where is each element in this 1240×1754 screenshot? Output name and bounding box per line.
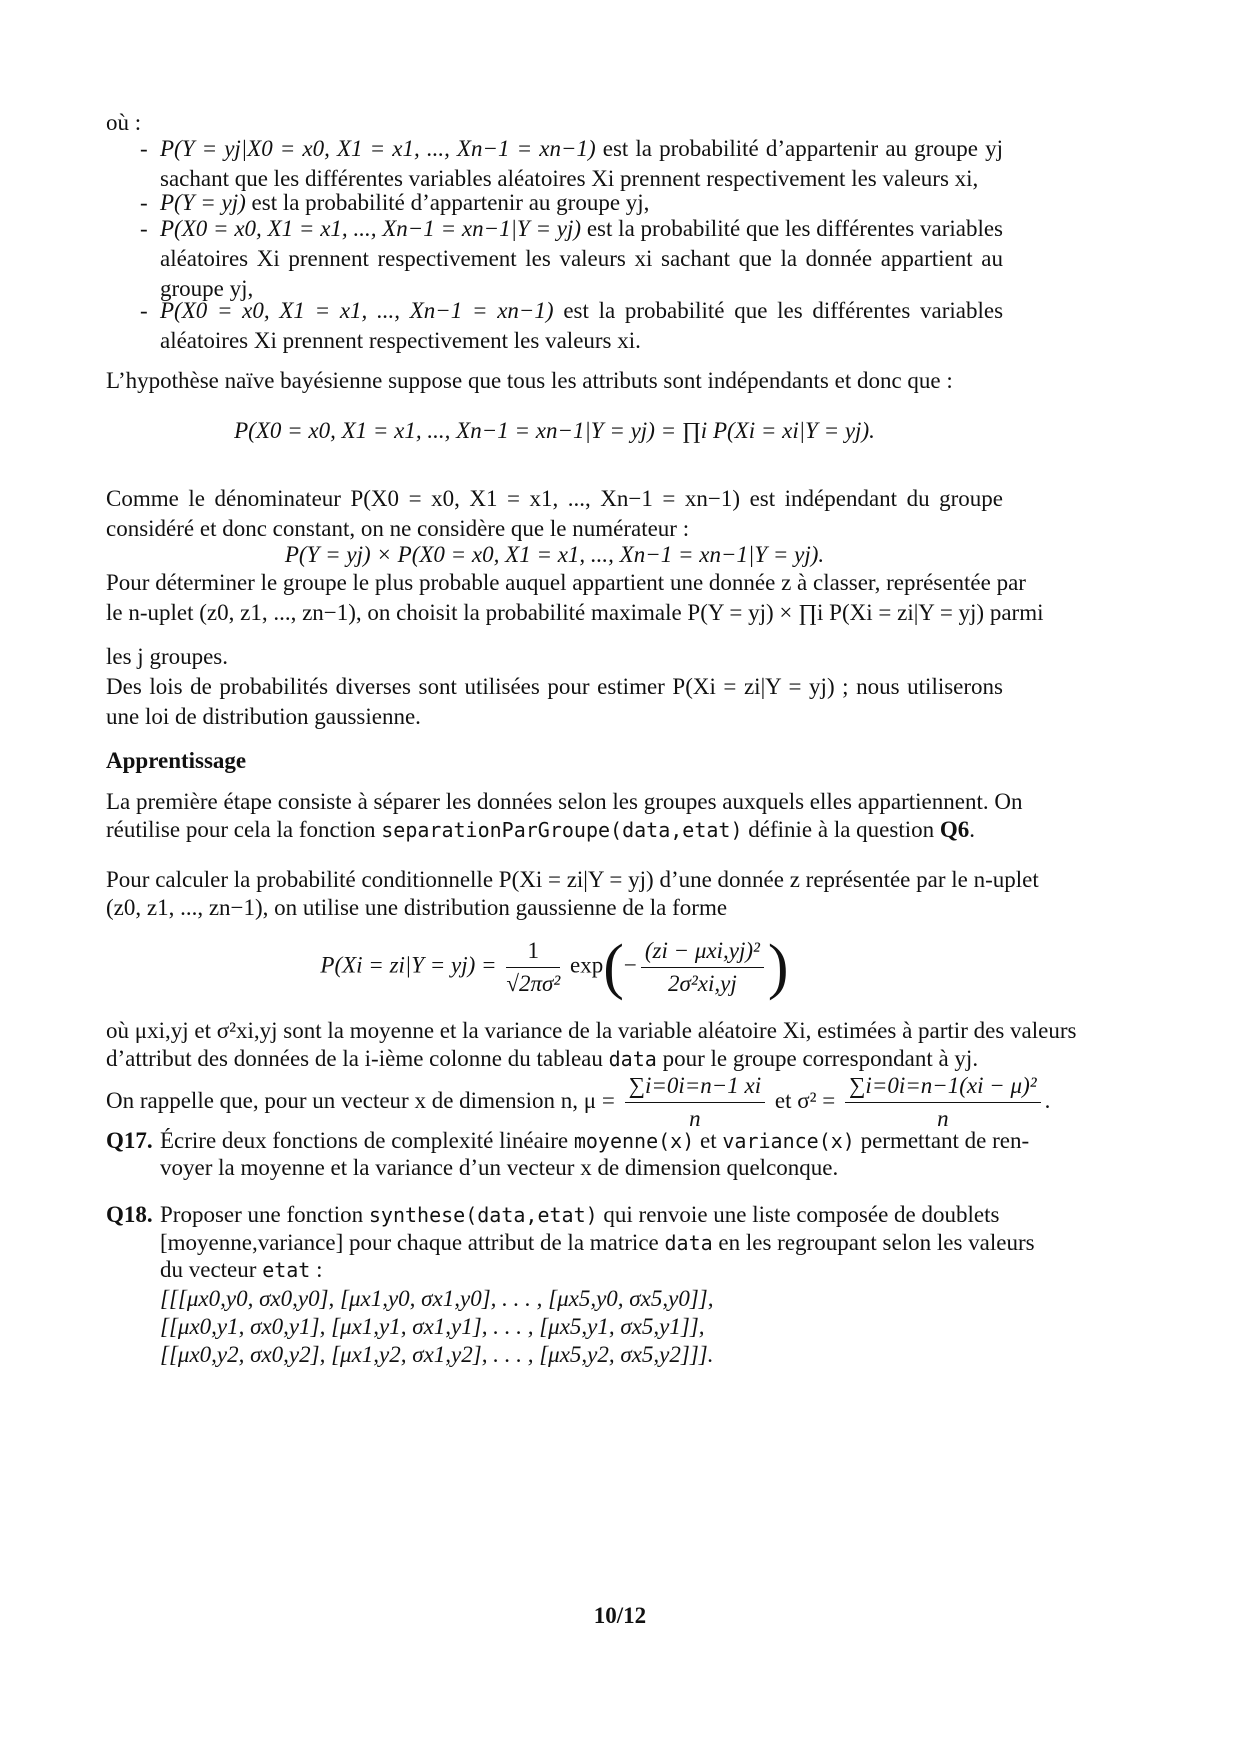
mean-den: n	[689, 1106, 701, 1131]
reminder-text: On rappelle que, pour un vecteur x de dimension n, μ =	[106, 1087, 615, 1113]
q18-line-3	[160, 1255, 323, 1285]
q18-line-1	[160, 1200, 999, 1230]
determine-line-1: Pour déterminer le groupe le plus probable auquel appartient une donnée z à classer, représentée par	[106, 570, 1026, 595]
q17-text-c: permettant de ren-	[860, 1128, 1030, 1153]
cond-line-1: Pour calculer la probabilité conditionnelle P(Xi = zi|Y = yj) d’une donnée z représentée par le n-uplet	[106, 867, 1039, 892]
gauss-exp-den: 2σ²xi,yj	[668, 970, 737, 996]
step-line-2: réutilise pour cela la fonction separationParGroupe(data,etat) définie à la question Q6.	[106, 817, 975, 842]
q17-text-b: et	[700, 1128, 717, 1153]
bullet-2-math: P(Y = yj)	[160, 190, 246, 215]
variance-den: n	[937, 1106, 949, 1131]
variance-fraction	[845, 1072, 1041, 1133]
q18-structure-row-2: [[μx0,y1, σx0,y1], [μx1,y1, σx1,y1], . . . , [μx5,y1, σx5,y1]],	[160, 1314, 705, 1339]
q18-code-3: etat	[262, 1258, 311, 1282]
laws-paragraph: Des lois de probabilités diverses sont utilisées pour estimer P(Xi = zi|Y = yj) ; nous utiliserons une loi de distribution gaussienne.	[106, 674, 1003, 729]
bullet-4-text: est la probabilité que les différentes variables aléatoires Xi prennent respectivement les valeurs xi.	[160, 298, 1004, 353]
right-paren: )	[767, 933, 789, 1001]
cond-line-2: (z0, z1, ..., zn−1), on utilise une distribution gaussienne de la forme	[106, 895, 728, 920]
bullet-item-1	[160, 134, 1003, 194]
gauss-exp: exp	[569, 952, 604, 978]
gauss-exp-num: (zi − μxi,yj)²	[641, 937, 764, 968]
step-code: separationParGroupe(data,etat)	[381, 818, 743, 842]
q18-label: Q18.	[106, 1202, 153, 1227]
q18-text-2a: [moyenne,variance] pour chaque attribut de la matrice	[160, 1230, 659, 1255]
reminder-and: et σ² =	[774, 1087, 836, 1113]
bullet-3-text: est la probabilité que les différentes variables aléatoires Xi prennent respectivement les valeurs xi sachant que la donnée appartient au groupe yj,	[160, 216, 1003, 301]
q18-text-a: Proposer une fonction	[160, 1202, 364, 1227]
where-code: data	[608, 1047, 657, 1071]
mean-fraction	[625, 1072, 766, 1133]
q18-text-2b: en les regroupant selon les valeurs	[718, 1230, 1035, 1255]
determine-line-2: le n-uplet (z0, z1, ..., zn−1), on choisit la probabilité maximale P(Y = yj) × ∏i P(Xi = zi|Y = yj) parmi	[106, 600, 1044, 625]
gauss-coef-fraction	[506, 937, 560, 998]
q17-code-1: moyenne(x)	[573, 1129, 695, 1153]
equation-numerator: P(Y = yj) × P(X0 = x0, X1 = x1, ..., Xn−1 = xn−1|Y = yj).	[284, 542, 825, 567]
bullet-dash: -	[140, 190, 148, 215]
gauss-coef-den: √2πσ²	[506, 970, 561, 996]
left-paren: (	[603, 933, 624, 1001]
q18-text-3a: du vecteur	[160, 1257, 257, 1282]
q18-text-3b: :	[316, 1257, 323, 1282]
step-ref: Q6	[939, 817, 970, 842]
q18-structure-row-1: [[[μx0,y0, σx0,y0], [μx1,y0, σx1,y0], . . . , [μx5,y0, σx5,y0]],	[160, 1286, 714, 1311]
page-number: 10/12	[593, 1603, 647, 1628]
q17-line-1	[160, 1126, 1029, 1156]
q17-code-2: variance(x)	[722, 1129, 855, 1153]
bullet-2-text: est la probabilité d’appartenir au groupe yj,	[251, 190, 650, 215]
where-text-b: pour le groupe correspondant à yj.	[662, 1046, 979, 1071]
q17-line-2: voyer la moyenne et la variance d’un vecteur x de dimension quelconque.	[160, 1155, 839, 1180]
intro-label: où :	[106, 110, 142, 135]
where-line-2	[106, 1044, 978, 1074]
bullet-dash: -	[140, 136, 148, 161]
q18-code-1: synthese(data,etat)	[368, 1203, 598, 1227]
bullet-dash: -	[140, 216, 148, 241]
q18-code-2: data	[664, 1231, 713, 1255]
bullet-4-math: P(X0 = x0, X1 = x1, ..., Xn−1 = xn−1)	[160, 298, 554, 323]
where-line-1: où μxi,yj et σ²xi,yj sont la moyenne et la variance de la variable aléatoire Xi, estimées à partir des valeurs	[106, 1018, 1077, 1043]
bullet-3-math: P(X0 = x0, X1 = x1, ..., Xn−1 = xn−1|Y = yj)	[160, 216, 582, 241]
step-line-1: La première étape consiste à séparer les données selon les groupes auxquels elles appartiennent. On	[106, 789, 1023, 814]
q17-text-a: Écrire deux fonctions de complexité linéaire	[160, 1128, 569, 1153]
q18-text-b: qui renvoie une liste composée de doublets	[603, 1202, 1000, 1227]
q18-line-2	[160, 1228, 1035, 1258]
gauss-coef-num: 1	[506, 937, 560, 968]
bullet-dash: -	[140, 298, 148, 323]
mean-num: ∑i=0i=n−1 xi	[625, 1072, 766, 1103]
hypothesis-paragraph: L’hypothèse naïve bayésienne suppose que tous les attributs sont indépendants et donc que :	[106, 368, 953, 393]
step-text-a: réutilise pour cela la fonction	[106, 817, 376, 842]
q17-label: Q17.	[106, 1128, 153, 1153]
where-text-a: d’attribut des données de la i-ième colonne du tableau	[106, 1046, 603, 1071]
gauss-lhs: P(Xi = zi|Y = yj) =	[320, 952, 497, 978]
section-title: Apprentissage	[106, 748, 247, 773]
variance-num: ∑i=0i=n−1(xi − μ)²	[845, 1072, 1041, 1103]
determine-line-3: les j groupes.	[106, 644, 229, 669]
reminder-line: On rappelle que, pour un vecteur x de dimension n, μ = $\frac{\sum i=0i=n-1 xi}{n}$ et σ² = $\frac{\text{∑i=0i=n−1(xi − μ)²}}{n}$ .	[106, 1073, 1051, 1131]
step-text-b: définie à la question	[748, 817, 935, 842]
gaussian-formula: P(Xi = zi|Y = yj) = $\frac{1}{\text{√2πσ²}}$ exp(− $\frac{\text{(zi − μxi,yj)²}}{\text{2σ²xi,yj}}$ )	[320, 933, 789, 1001]
equation-independence: P(X0 = x0, X1 = x1, ..., Xn−1 = xn−1|Y = yj) = ∏i P(Xi = xi|Y = yj).	[234, 418, 875, 443]
bullet-1-math: P(Y = yj|X0 = x0, X1 = x1, ..., Xn−1 = xn−1)	[160, 136, 596, 161]
bullet-item-3	[160, 214, 1003, 304]
gauss-exp-fraction	[641, 937, 764, 998]
q18-structure-row-3: [[μx0,y2, σx0,y2], [μx1,y2, σx1,y2], . . . , [μx5,y2, σx5,y2]]].	[160, 1342, 714, 1367]
bullet-item-4	[160, 296, 1003, 356]
bullet-1-text: est la probabilité d’appartenir au groupe yj sachant que les différentes variables aléatoires Xi prennent respectivement les valeurs xi,	[160, 136, 1003, 191]
denominator-paragraph: Comme le dénominateur P(X0 = x0, X1 = x1, ..., Xn−1 = xn−1) est indépendant du groupe considéré et donc constant, on ne considère que le numérateur :	[106, 486, 1003, 541]
